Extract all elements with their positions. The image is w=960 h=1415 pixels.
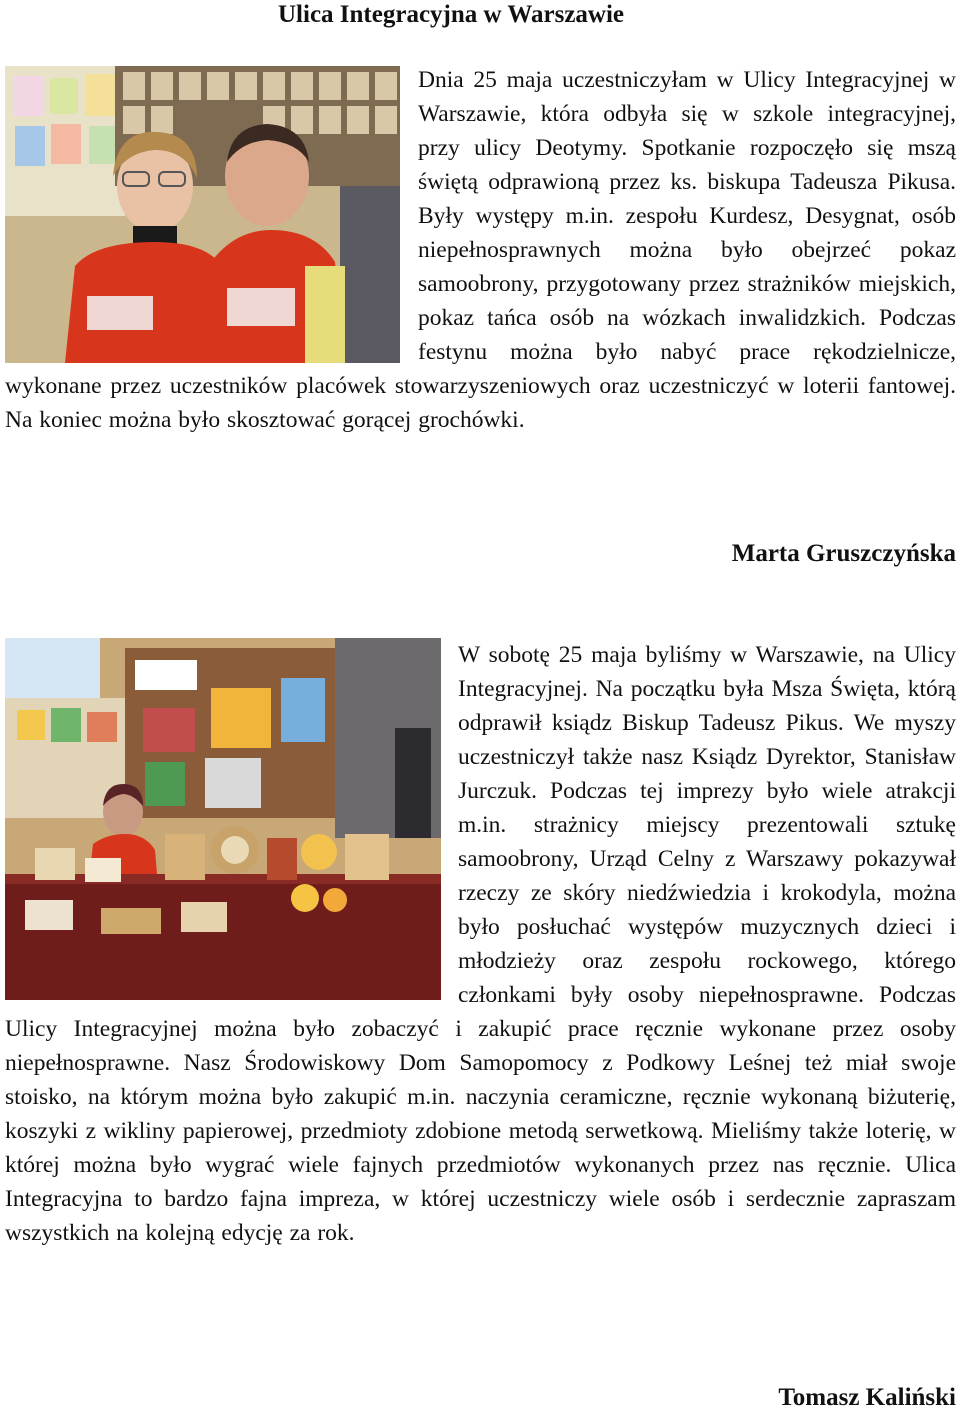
article-2-text: W sobotę 25 maja byliśmy w Warszawie, na Ulicy Integracyjnej. Na początku była Msza Święta, którą odprawił ksiądz Biskup Tadeusz Pikus. We myszy uczestniczył także nasz Ksiądz Dyrektor, Stanisław Jurczuk. Podczas tej imprezy było wiele atrakcji m.in. strażnicy miejscy prezentowali sztukę samoobrony, Urząd Celny z Warszawy pokazywał rzeczy ze skóry niedźwiedzia i krokodyla, można było posłuchać występów muzycznych dzieci i młodzieży oraz zespołu rockowego, którego członkami były osoby niepełnosprawne. Podczas Ulicy Integracyjnej można było zobaczyć i zakupić prace ręcznie wykonane przez osoby niepełnosprawne. Nasz Środowiskowy Dom Samopomocy z Podkowy Leśnej też miał swoje stoisko, na którym można było zakupić m.in. naczynia ceramiczne, ręcznie wykonaną biżuterię, koszyki z wikliny papierowej, przedmioty zdobione metodą serwetkową. Mieliśmy także loterię, w której można było wygrać wiele fajnych przedmiotów wykonanych przez nas ręcznie. Ulica Integracyjna to bardzo fajna impreza, w której uczestniczy wiele osób i serdecznie zapraszam wszystkich na kolejną edycję za rok. [5, 642, 956, 1246]
article-1-author: Marta Gruszczyńska [731, 540, 956, 567]
photo-handicraft-stand-icon [5, 638, 441, 1000]
photo-two-people-icon [5, 66, 400, 363]
article-1 [5, 63, 956, 437]
photo-handicraft-stand [5, 638, 441, 1000]
article-2-author: Tomasz Kaliński [778, 1384, 956, 1411]
article-2 [5, 638, 956, 1250]
article-1-text: Dnia 25 maja uczestniczyłam w Ulicy Integracyjnej w Warszawie, która odbyła się w szkole integracyjnej, przy ulicy Deotymy. Spotkanie rozpoczęło się mszą świętą odprawioną przez ks. biskupa Tadeusza Pikusa. Były występy m.in. zespołu Kurdesz, Desygnat, osób niepełnosprawnych można było obejrzeć pokaz samoobrony, przygotowany przez strażników miejskich, pokaz tańca osób na wózkach inwalidzkich. Podczas festynu można było nabyć prace rękodzielnicze, wykonane przez uczestników placówek stowarzyszeniowych oraz uczestniczyć w loterii fantowej. Na koniec można było skosztować gorącej grochówki. [5, 67, 956, 433]
page-title: Ulica Integracyjna w Warszawie [278, 1, 625, 28]
photo-two-people-red-shirts [5, 66, 400, 363]
